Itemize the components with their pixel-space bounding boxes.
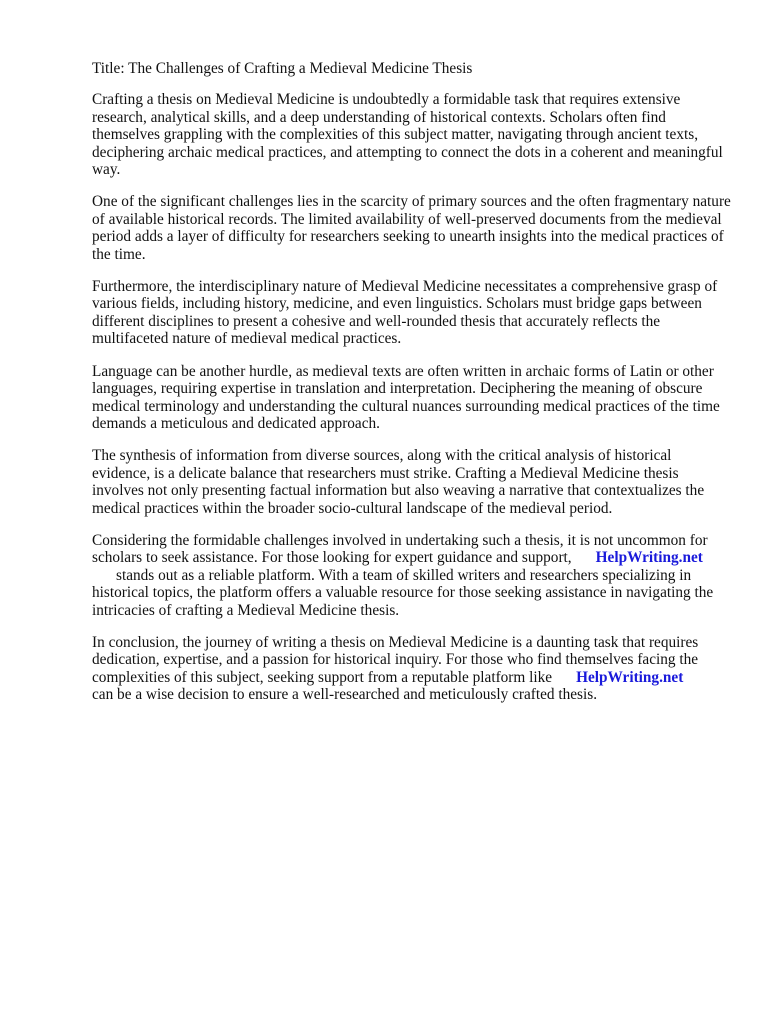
paragraph-intro: Crafting a thesis on Medieval Medicine is undoubtedly a formidable task that requires extensive research, analytical skills, and a deep understanding of historical contexts. Scholars often find themselves grappling with the complexities of this subject matter, navigating through ancient texts, deciphering archaic medical practices, and attempting to connect the dots in a coherent and meaningful way. [92,91,723,179]
assistance-text-after: stands out as a reliable platform. With a team of skilled writers and researchers specializing in historical topics, the platform offers a valuable resource for those seeking assistance in navigating the intricacies of crafting a Medieval Medicine thesis. [92,566,714,619]
paragraph-interdisciplinary: Furthermore, the interdisciplinary nature of Medieval Medicine necessitates a comprehensive grasp of various fields, including history, medicine, and even linguistics. Scholars must bridge gaps between different disciplines to present a cohesive and well-rounded thesis that accurately reflects the multifaceted nature of medieval medical practices. [92,278,718,348]
paragraph-assistance [92,532,732,619]
conclusion-text-before: In conclusion, the journey of writing a thesis on Medieval Medicine is a daunting task that requires dedication, expertise, and a passion for historical inquiry. For those who find themselves facing the complexities of this subject, seeking support from a reputable platform like [92,633,699,686]
paragraph-language: Language can be another hurdle, as medieval texts are often written in archaic forms of Latin or other languages, requiring expertise in translation and interpretation. Deciphering the meaning of obscure medical terminology and understanding the cultural nuances surrounding medical practices of the time demands a meticulous and dedicated approach. [92,362,720,432]
helpwriting-link-1[interactable]: HelpWriting.net [595,549,703,567]
paragraph-conclusion [92,634,732,704]
paragraph-sources: One of the significant challenges lies in the scarcity of primary sources and the often fragmentary nature of available historical records. The limited availability of well-preserved documents from the medieval period adds a layer of difficulty for researchers seeking to unearth insights into the medical practices of the time. [92,193,731,263]
conclusion-text-after: can be a wise decision to ensure a well-researched and meticulously crafted thesis. [92,686,598,704]
document-page [92,60,732,719]
assistance-text-before: Considering the formidable challenges involved in undertaking such a thesis, it is not uncommon for scholars to seek assistance. For those looking for expert guidance and support, [92,531,708,567]
paragraph-synthesis: The synthesis of information from diverse sources, along with the critical analysis of historical evidence, is a delicate balance that researchers must strike. Crafting a Medieval Medicine thesis involves not only presenting factual information but also weaving a narrative that contextualizes the medical practices within the broader socio-cultural landscape of the medieval period. [92,447,705,517]
document-title: Title: The Challenges of Crafting a Medieval Medicine Thesis [92,60,473,77]
helpwriting-link-2[interactable]: HelpWriting.net [576,668,684,686]
